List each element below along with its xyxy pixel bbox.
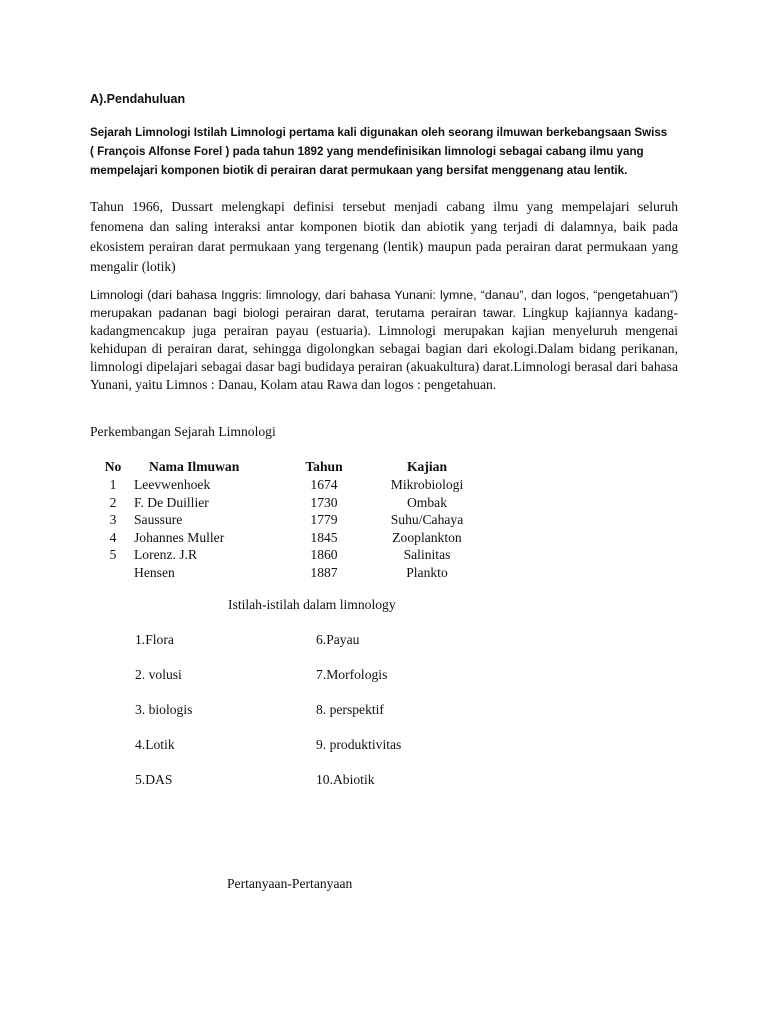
table-row — [96, 564, 497, 582]
term-item: 9. produktivitas — [316, 737, 402, 752]
section-heading: A).Pendahuluan — [90, 92, 186, 106]
cell-no: 2 — [109, 494, 117, 510]
table-row — [96, 546, 497, 564]
paragraph-limnologi — [90, 286, 678, 394]
cell-year: 1860 — [310, 547, 338, 562]
table-row — [96, 529, 497, 547]
paragraph-dussart: Tahun 1966, Dussart melengkapi definisi tersebut menjadi cabang ilmu yang mempelajari seluruh fenomena dan saling interaksi antar komponen biotik dan abiotik yang terjadi di dalamnya, baik pada ekosistem perairan darat permukaan yang tergenang (lentik) maupun pada perairan darat permukaan yang mengalir (lotik) — [90, 199, 678, 274]
term-item: 7.Morfologis — [316, 667, 388, 682]
cell-study: Plankto — [406, 564, 448, 580]
cell-no: 4 — [109, 529, 117, 545]
term-item: 10.Abiotik — [316, 772, 375, 787]
cell-study: Suhu/Cahaya — [390, 512, 464, 527]
cell-name: Hensen — [134, 564, 175, 580]
term-item: 6.Payau — [316, 632, 360, 647]
header-name: Nama Ilmuwan — [149, 459, 240, 474]
paragraph-limnologi-body: Lingkup kajiannya kadang-kadangmencakup juga perairan payau (estuaria). Limnologi merupakan kajian menyeluruh mengenai kehidupan di perairan darat, sehingga digolongkan sebagai bagian dari ekologi.Dalam bidang perikanan, limnologi dipelajari sebagai dasar bagi budidaya perairan (akuakultura) darat.Limnologi berasal dari bahasa Yunani, yaitu Limnos : Danau, Kolam atau Rawa dan logos : pengetahuan. — [90, 305, 678, 392]
cell-study: Ombak — [406, 494, 448, 510]
cell-year: 1887 — [310, 564, 338, 580]
history-table — [96, 457, 497, 581]
table-row — [96, 476, 497, 494]
table-header-row — [96, 457, 497, 476]
cell-no: 3 — [109, 512, 117, 527]
cell-no — [96, 564, 130, 582]
header-year: Tahun — [305, 459, 343, 474]
term-item: 2. volusi — [135, 667, 182, 682]
header-study: Kajian — [406, 459, 448, 474]
table-row — [96, 494, 497, 512]
term-item: 5.DAS — [135, 772, 173, 787]
term-item: 8. perspektif — [316, 702, 384, 717]
header-no: No — [104, 459, 122, 474]
cell-name: Lorenz. J.R — [134, 547, 198, 562]
term-item: 1.Flora — [135, 632, 174, 647]
intro-line: ( François Alfonse Forel ) pada tahun 1892 yang mendefinisikan limnologi sebagai cabang ilmu yang — [90, 145, 644, 158]
cell-no: 1 — [109, 477, 117, 492]
cell-name: Leevwenhoek — [134, 477, 211, 492]
questions-title: Pertanyaan-Pertanyaan — [227, 876, 353, 891]
intro-line: mempelajari komponen biotik di perairan darat permukaan yang bersifat menggenang atau lentik. — [90, 164, 628, 177]
cell-name: F. De Duillier — [134, 494, 209, 510]
terms-title: Istilah-istilah dalam limnology — [228, 597, 396, 612]
cell-name: Saussure — [134, 512, 183, 527]
cell-no: 5 — [109, 547, 117, 562]
cell-study: Salinitas — [403, 547, 451, 562]
paragraph-limnologi-intro: Limnologi (dari bahasa Inggris: limnology, dari bahasa Yunani: lymne, “danau”, dan logos, “pengetahuan”) merupakan padanan bagi biologi perairan darat, terutama perairan tawar. — [90, 288, 678, 320]
cell-study: Mikrobiologi — [390, 477, 464, 492]
table-row — [96, 511, 497, 529]
cell-year: 1674 — [310, 477, 338, 492]
intro-line: Sejarah Limnologi Istilah Limnologi pertama kali digunakan oleh seorang ilmuwan berkebangsaan Swiss — [90, 126, 668, 139]
cell-year: 1779 — [310, 512, 338, 527]
history-title: Perkembangan Sejarah Limnologi — [90, 424, 276, 439]
cell-year: 1845 — [310, 529, 338, 545]
term-item: 4.Lotik — [135, 737, 175, 752]
cell-study: Zooplankton — [392, 529, 462, 545]
intro-paragraph — [90, 123, 680, 180]
cell-name: Johannes Muller — [134, 529, 225, 545]
term-item: 3. biologis — [135, 702, 193, 717]
cell-year: 1730 — [310, 494, 338, 510]
